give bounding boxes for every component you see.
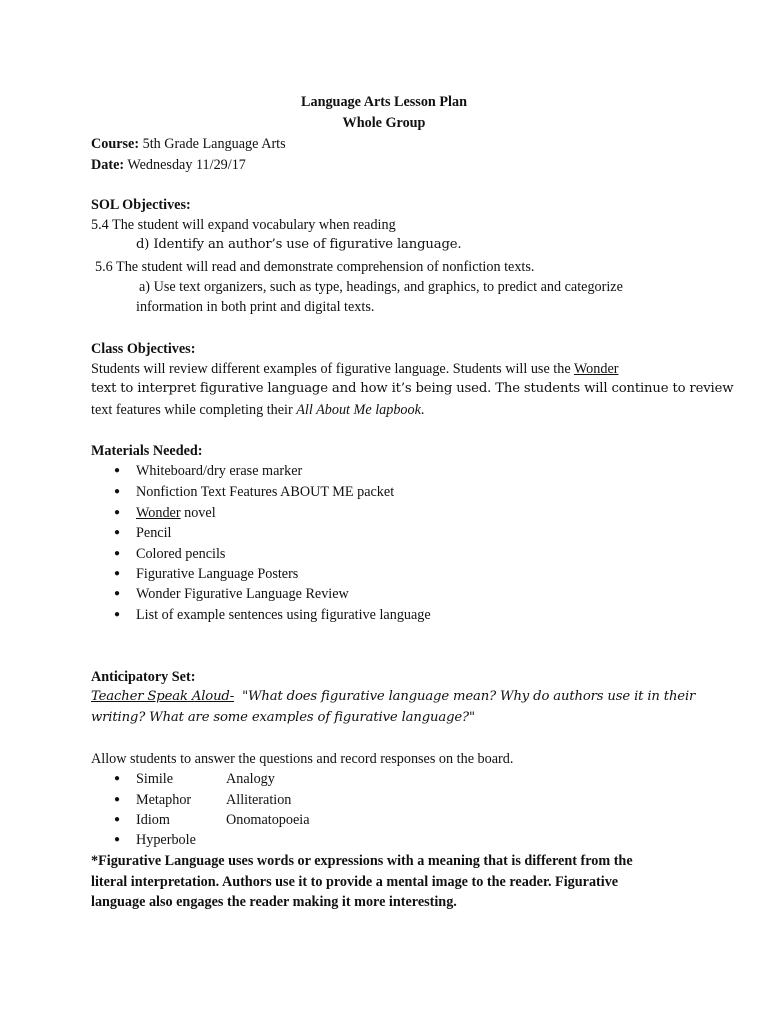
anticipatory-quote-line-1: [91, 688, 695, 706]
class-objectives-line-1: [91, 360, 618, 378]
class-objectives-line-3: [91, 401, 424, 419]
materials-heading: Materials Needed:: [91, 443, 203, 459]
course-label: Course:: [91, 136, 140, 152]
anticipatory-heading: Anticipatory Set:: [91, 669, 196, 685]
list-item: Whiteboard/dry erase marker: [136, 463, 303, 479]
sol-line-5: information in both print and digital texts.: [136, 299, 375, 315]
bullet-icon: ●: [114, 834, 121, 845]
course-line: [91, 135, 286, 153]
date-label: Date:: [91, 157, 125, 173]
list-item: Wonder Figurative Language Review: [136, 586, 349, 602]
anticipatory-quote-line-2: writing? What are some examples of figurative language?": [91, 710, 475, 725]
note-line-1: *Figurative Language uses words or expressions with a meaning that is different from the: [91, 853, 633, 869]
wonder-title-link: Wonder: [573, 361, 619, 377]
bullet-icon: ●: [114, 588, 121, 599]
anticipatory-instruction: Allow students to answer the questions and record responses on the board.: [91, 751, 514, 767]
bullet-icon: ●: [114, 465, 121, 476]
class-objectives-line-2: text to interpret figurative language and how it’s being used. The students will continue to review: [91, 381, 734, 396]
bullet-icon: ●: [114, 486, 121, 497]
bullet-icon: ●: [114, 548, 121, 559]
date-value: Wednesday 11/29/17: [124, 157, 246, 173]
document-title: Language Arts Lesson Plan: [301, 94, 467, 110]
course-value: 5th Grade Language Arts: [139, 136, 286, 152]
list-item: Idiom: [136, 812, 170, 828]
sol-heading: SOL Objectives:: [91, 197, 191, 213]
sol-line-4: a) Use text organizers, such as type, headings, and graphics, to predict and categorize: [139, 279, 623, 295]
anticipatory-quote-text-1: "What does figurative language mean? Why do authors use it in their: [234, 689, 696, 704]
list-item: Nonfiction Text Features ABOUT ME packet: [136, 484, 395, 500]
note-line-3: language also engages the reader making it more interesting.: [91, 894, 457, 910]
list-item: Colored pencils: [136, 546, 226, 562]
list-item: Analogy: [226, 771, 275, 787]
sol-line-3: 5.6 The student will read and demonstrate comprehension of nonfiction texts.: [95, 259, 535, 275]
sol-line-2: d) Identify an author’s use of figurative language.: [136, 237, 462, 252]
class-objectives-text-3: text features while completing their: [91, 402, 297, 418]
document-subtitle: Whole Group: [342, 115, 426, 131]
bullet-icon: ●: [114, 527, 121, 538]
bullet-icon: ●: [114, 609, 121, 620]
wonder-title: Wonder: [136, 505, 181, 521]
bullet-icon: ●: [114, 814, 121, 825]
list-item: Onomatopoeia: [226, 812, 310, 828]
teacher-speak-label: Teacher Speak Aloud-: [91, 689, 235, 704]
lapbook-title: All About Me lapbook: [296, 402, 421, 418]
list-item: Metaphor: [136, 792, 192, 808]
list-item: List of example sentences using figurative language: [136, 607, 431, 623]
list-item: Pencil: [136, 525, 172, 541]
class-objectives-text-1: Students will review different examples of figurative language. Students will use the: [91, 361, 574, 377]
list-item: Figurative Language Posters: [136, 566, 299, 582]
sol-line-1: 5.4 The student will expand vocabulary when reading: [91, 217, 396, 233]
bullet-icon: ●: [114, 507, 121, 518]
list-item: Simile: [136, 771, 174, 787]
bullet-icon: ●: [114, 794, 121, 805]
list-item: Alliteration: [226, 792, 292, 808]
note-line-2: literal interpretation. Authors use it to provide a mental image to the reader. Figurative: [91, 874, 619, 890]
class-objectives-heading: Class Objectives:: [91, 341, 196, 357]
list-item-text: novel: [184, 505, 216, 521]
bullet-icon: ●: [114, 773, 121, 784]
date-line: [91, 156, 246, 174]
bullet-icon: ●: [114, 568, 121, 579]
list-item: Hyperbole: [136, 832, 196, 848]
class-objectives-period: .: [420, 402, 425, 418]
list-item: [136, 504, 216, 522]
